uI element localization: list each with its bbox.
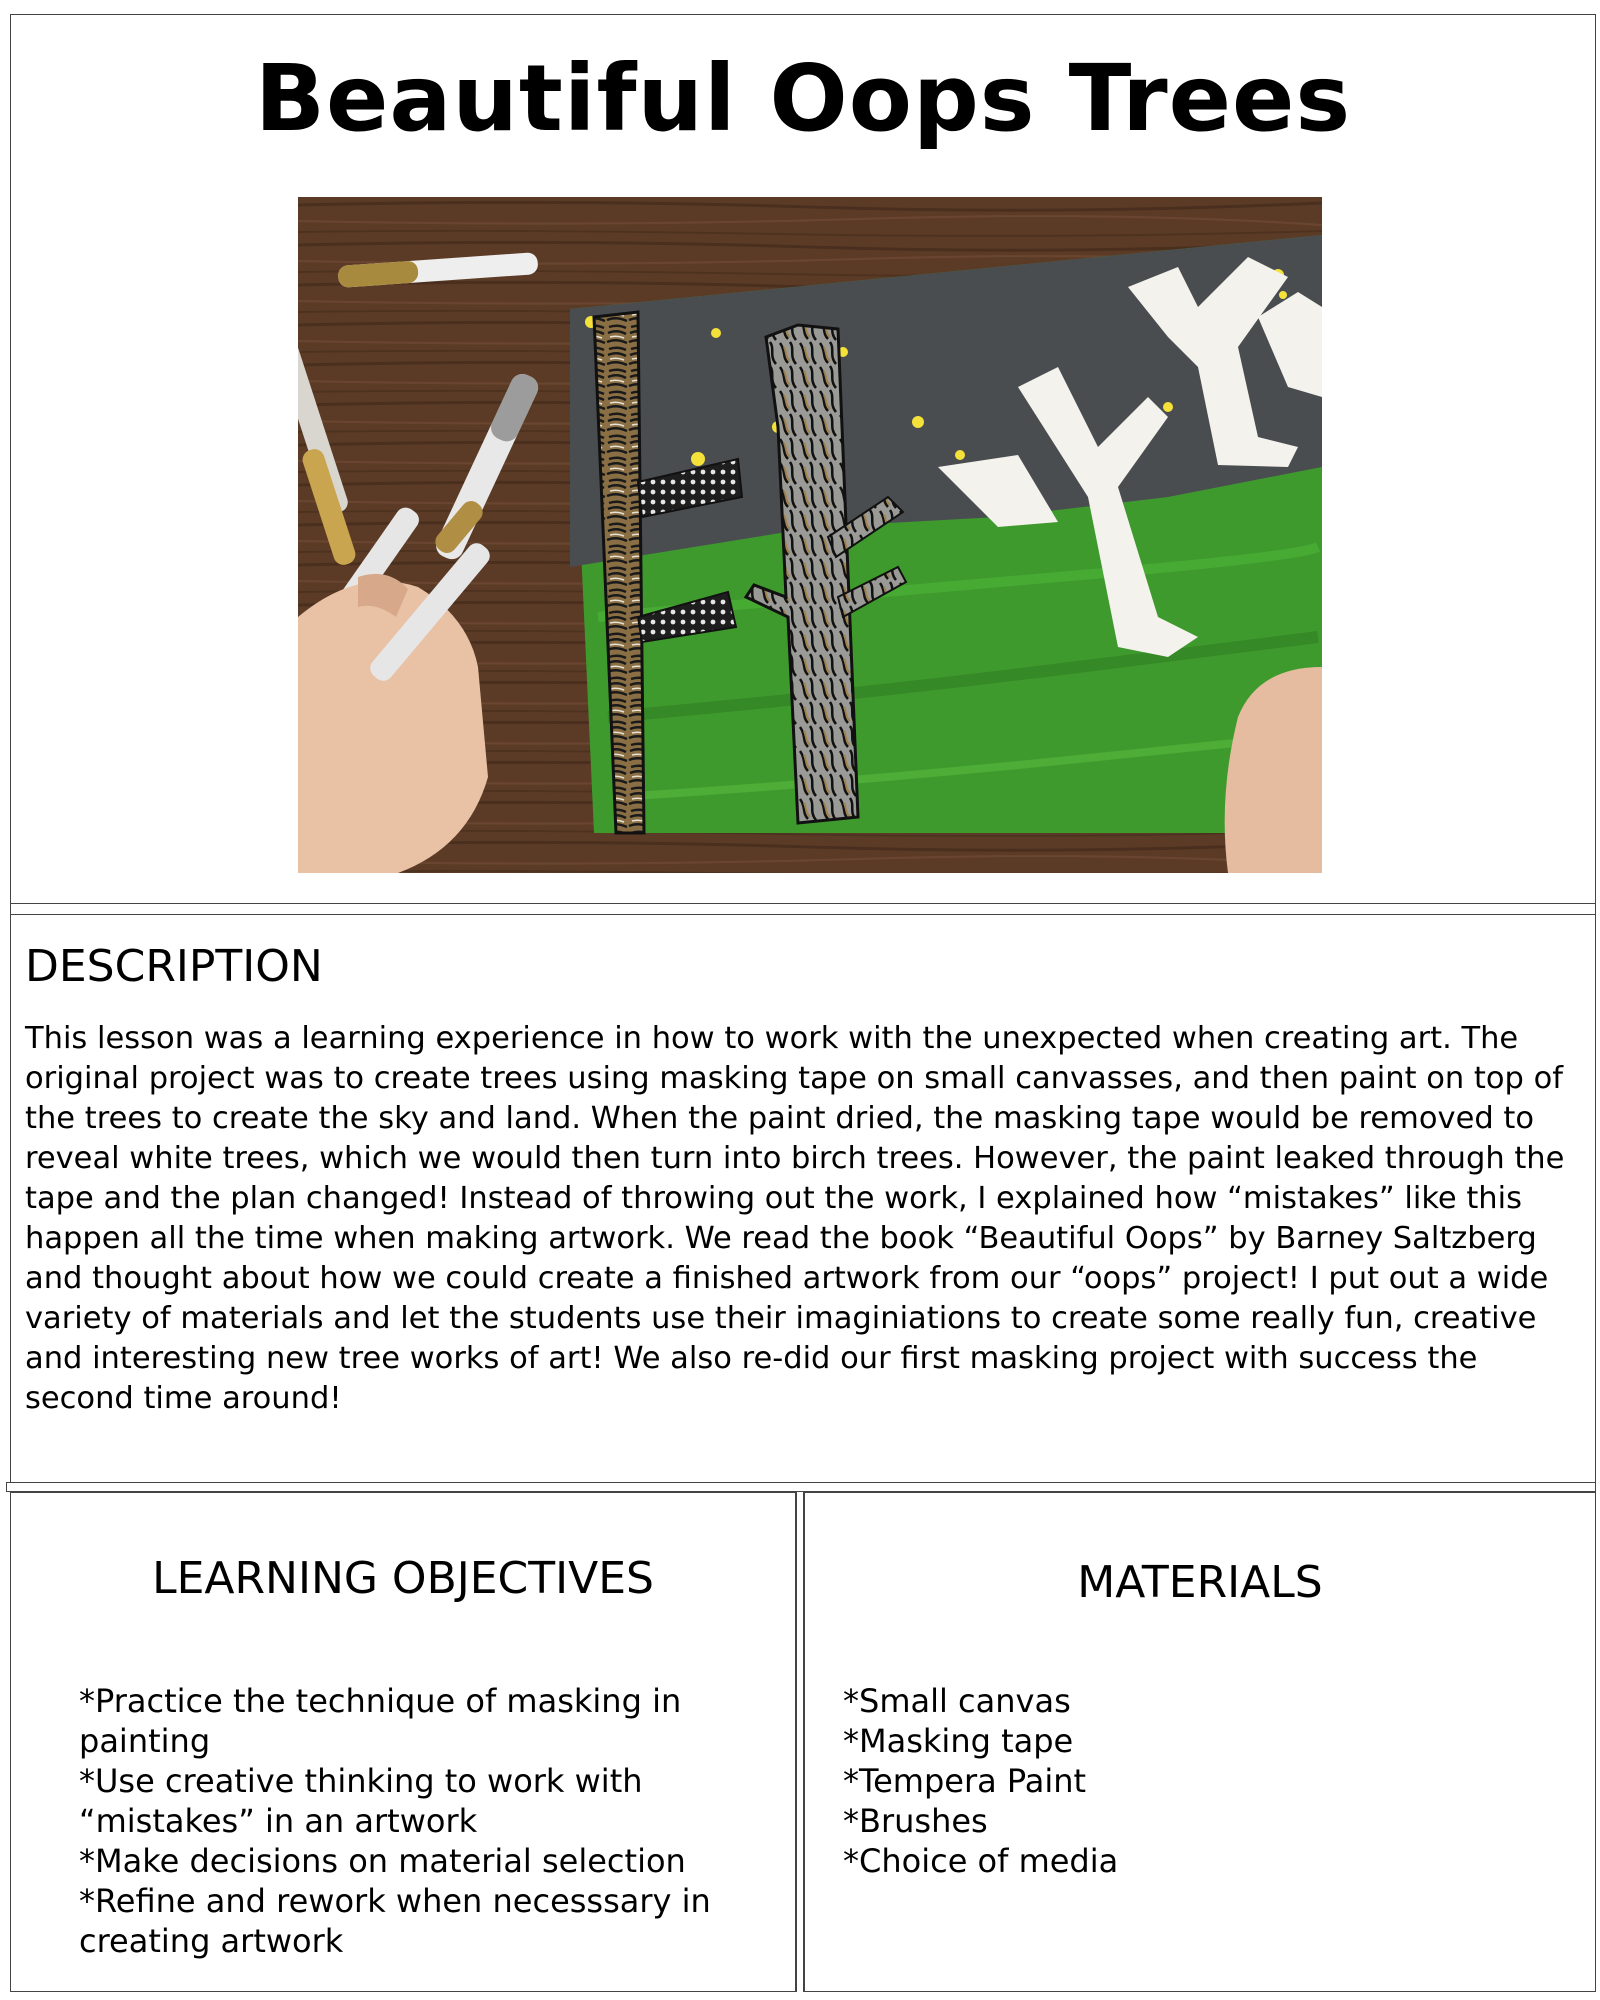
objectives-section	[10, 1492, 796, 1992]
divider-bar	[6, 1482, 1596, 1492]
description-text: This lesson was a learning experience in how to work with the unexpected when creating art. The original project was to create trees using masking tape on small canvasses, and then paint on top of the trees to create the sky and land. When the paint dried, the masking tape would be removed to reveal white trees, which we would then turn into birch trees. However, the paint leaked through the tape and the plan changed! Instead of throwing out the work, I explained how “mistakes” like this happen all the time when making artwork. We read the book “Beautiful Oops” by Barney Saltzberg and thought about how we could create a finished artwork from our “oops” project! I put out a wide variety of materials and let the students use their imaginiations to create some really fun, creative and interesting new tree works of art! We also re-did our first masking project with success the second time around!	[25, 1021, 1565, 1416]
list-item: *Tempera Paint	[843, 1762, 1087, 1800]
list-item: *Make decisions on material selection	[79, 1842, 686, 1880]
description-heading: DESCRIPTION	[25, 941, 323, 992]
list-item: *Practice the technique of masking in painting	[79, 1682, 682, 1760]
description-section	[10, 914, 1596, 1484]
materials-heading: MATERIALS	[1077, 1557, 1323, 1608]
list-item: *Refine and rework when necesssary in creating artwork	[79, 1882, 711, 1960]
title-section	[10, 14, 1596, 904]
materials-section	[804, 1492, 1596, 1992]
page-title: Beautiful Oops Trees	[254, 45, 1352, 152]
list-item: *Brushes	[843, 1802, 988, 1840]
list-item: *Small canvas	[843, 1682, 1071, 1720]
list-item: *Choice of media	[843, 1842, 1119, 1880]
materials-list	[843, 1681, 1543, 1881]
objectives-list	[79, 1681, 769, 1961]
objectives-heading: LEARNING OBJECTIVES	[152, 1553, 654, 1604]
list-item: *Masking tape	[843, 1722, 1074, 1760]
column-divider	[796, 1492, 804, 1992]
artwork-photo	[298, 197, 1322, 873]
list-item: *Use creative thinking to work with “mistakes” in an artwork	[79, 1762, 643, 1840]
